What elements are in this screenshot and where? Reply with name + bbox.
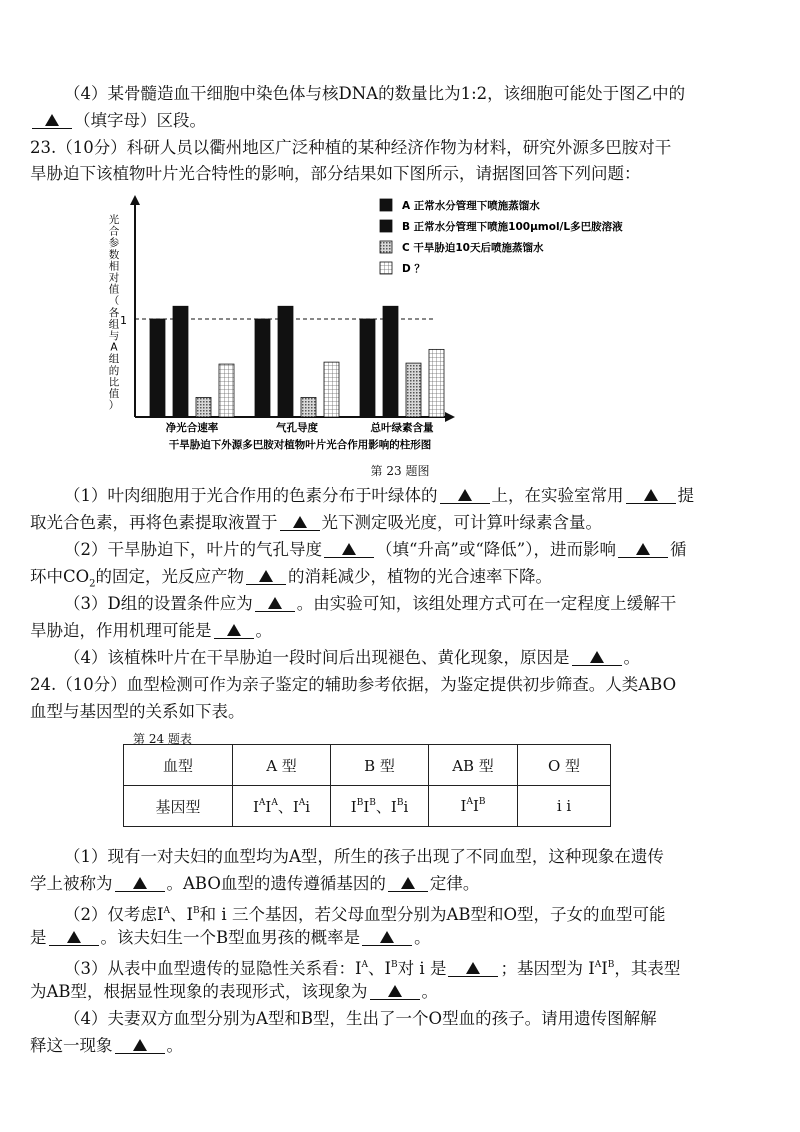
superscript: B [391,960,398,970]
y-axis-label-char: ） [108,399,120,412]
q24-3-line1 [64,953,780,981]
bar [173,306,188,417]
answer-blank[interactable] [246,566,286,585]
q24-2-line2 [30,926,780,950]
q24-4-line2 [30,1034,780,1058]
photosynthesis-bar-chart [80,185,700,465]
blood-type-table [123,744,611,827]
y-axis-label-char: A [110,341,118,354]
answer-blank[interactable] [362,927,412,946]
bar [383,306,398,417]
triangle-icon [268,597,282,609]
q24-3-line2 [30,980,780,1004]
q23-stem-2: 旱胁迫下该植物叶片光合特性的影响，部分结果如下图所示，请据图回答下列问题： [30,164,641,183]
q23-stem-1: 23.（10分）科研人员以衢州地区广泛种植的某种经济作物为材料，研究外源多巴胺对干 [30,138,672,157]
bar [301,397,316,417]
legend-label: D ？ [402,263,425,275]
y-axis-label-char: （ [108,295,120,308]
legend-swatch [380,220,392,232]
triangle-icon [466,962,480,974]
text: （3）从表中血型遗传的显隐性关系看：I [64,959,362,978]
triangle-icon [401,877,415,889]
text: 为AB型，根据显性现象的表现形式，该现象为 [30,982,368,1001]
legend-swatch [380,262,392,274]
bar [150,319,165,417]
y-axis-label-char: 各 [108,306,120,319]
text: （3）D组的设置条件应为 [64,594,253,613]
figure-caption: 第 23 题图 [370,464,430,478]
x-tick-label: 净光合速率 [165,422,219,434]
text: 旱胁迫，作用机理可能是 [30,621,212,640]
text: 。 [623,648,640,667]
triangle-icon [67,931,81,943]
q23-4-line [64,646,780,670]
text: 、I [368,959,392,978]
table-cell: 基因型 [124,786,233,827]
superscript: A [361,960,369,970]
bar [278,306,293,417]
text: （2）仅考虑I [64,905,164,924]
text: （2）干旱胁迫下，叶片的气孔导度 [64,540,322,559]
triangle-icon [388,985,402,997]
table-cell: $I^BI^B$、$I^Bi$ [331,786,429,827]
y-axis-label-char: 数 [108,248,120,261]
bar [255,319,270,417]
answer-blank[interactable] [440,485,490,504]
text: 是 [30,928,47,947]
y-axis-label-char: 与 [108,330,120,342]
table-cell: B 型 [331,745,429,786]
table-cell: 血型 [124,745,233,786]
y-axis-label-char: 值 [108,283,120,296]
y-axis-label-char: 相 [108,260,120,273]
bar [219,364,234,417]
text: 。 [414,928,431,947]
text: 的消耗减少，植物的光合速率下降。 [288,567,553,586]
table-cell: i i [518,786,611,827]
text: 光下测定吸光度，可计算叶绿素含量。 [321,513,602,532]
x-tick-label: 气孔导度 [276,422,318,434]
triangle-icon [590,651,604,663]
text: 循 [670,540,687,559]
legend-label: C 干旱胁迫10天后喷施蒸馏水 [402,242,544,254]
triangle-icon [133,1039,147,1051]
subscript: 2 [89,578,96,590]
answer-blank[interactable] [618,539,668,558]
y-axis-label-char: 比 [108,376,120,389]
text: （1）叶肉细胞用于光合作用的色素分布于叶绿体的 [64,486,438,505]
text: 。ABO血型的遗传遵循基因的 [166,874,386,893]
answer-blank[interactable] [370,981,420,1000]
y-tick-label: 1 [120,314,127,327]
bar [324,362,339,417]
bar [406,363,421,417]
q24-1-line1: （1）现有一对夫妇的血型均为A型，所生的孩子出现了不同血型，这种现象在遗传 [64,847,664,866]
table-cell: $I^AI^A$、$I^Ai$ [233,786,331,827]
answer-blank[interactable] [572,647,622,666]
triangle-icon [458,489,472,501]
triangle-icon [380,931,394,943]
text: （填“升高”或“降低”），进而影响 [376,540,616,559]
answer-blank[interactable] [214,620,254,639]
q22-4-line2 [30,109,780,133]
table-caption: 第 24 题表 [133,732,192,746]
y-axis-label-char: 合 [108,225,120,238]
x-axis-arrow [445,412,455,422]
triangle-icon [644,489,658,501]
x-tick-label: 总叶绿素含量 [370,422,434,434]
triangle-icon [342,543,356,555]
answer-blank[interactable] [32,110,72,129]
text: 取光合色素，再将色素提取液置于 [30,513,278,532]
chart-title: 干旱胁迫下外源多巴胺对植物叶片光合作用影响的柱形图 [168,439,432,451]
bar [429,349,444,417]
answer-blank[interactable] [115,873,165,892]
text: 对 i 是 [397,959,447,978]
text: 的固定，光反应产物 [95,567,245,586]
table-row [124,786,611,827]
triangle-icon [636,543,650,555]
q23-3-line2 [30,619,780,643]
q24-4-line1: （4）夫妻双方血型分别为A型和B型，生出了一个O型血的孩子。请用遗传图解解 [64,1009,657,1028]
legend-swatch [380,241,392,253]
answer-blank[interactable] [255,593,295,612]
answer-blank[interactable] [49,927,99,946]
superscript: A [163,906,171,916]
table-row [124,745,611,786]
answer-blank[interactable] [324,539,374,558]
q22-4-text: （4）某骨髓造血干细胞中染色体与核DNA的数量比为1:2，该细胞可能处于图乙中的 [64,84,686,103]
table-cell: A 型 [233,745,331,786]
text: ；基因型为 I [500,959,595,978]
text: ，其表型 [614,959,681,978]
q23-1-line1 [64,484,780,508]
table-cell: AB 型 [429,745,518,786]
table-cell: $I^AI^B$ [429,786,518,827]
answer-blank[interactable] [448,958,498,977]
answer-blank[interactable] [115,1035,165,1054]
text: 、I [170,905,194,924]
legend-label: B 正常水分管理下喷施100μmol/L多巴胺溶液 [402,221,623,233]
text: （4）该植株叶片在干旱胁迫一段时间后出现褪色、黄化现象，原因是 [64,648,570,667]
y-axis-arrow [130,195,140,205]
superscript: A [594,960,602,970]
table-cell: O 型 [518,745,611,786]
text: 释这一现象 [30,1036,113,1055]
y-axis-label-char: 组 [108,318,120,331]
text: 定律。 [429,874,480,893]
text: I [601,959,608,978]
q24-stem-1: 24.（10分）血型检测可作为亲子鉴定的辅助参考依据，为鉴定提供初步筛查。人类ABO [30,675,677,694]
text: 。 [166,1036,183,1055]
text: 学上被称为 [30,874,113,893]
legend-swatch [380,199,392,211]
superscript: B [607,960,615,970]
triangle-icon [293,516,307,528]
triangle-icon [133,877,147,889]
y-axis-label-char: 对 [108,272,120,284]
q22-4-line1 [64,82,780,106]
text: 上，在实验室常用 [491,486,624,505]
legend-label: A 正常水分管理下喷施蒸馏水 [402,200,540,212]
answer-blank[interactable] [280,512,320,531]
q23-3-line1 [64,592,780,616]
text: 环中CO [30,567,90,586]
superscript: B [193,906,200,916]
text: 和 i 三个基因，若父母血型分别为AB型和O型，子女的血型可能 [199,905,666,924]
y-axis-label-char: 组 [108,353,120,366]
q22-4-suffix: （填字母）区段。 [74,111,206,130]
y-axis-label-char: 光 [108,214,120,226]
q23-1-line2 [30,511,780,535]
bar [360,319,375,417]
y-axis-label-char: 的 [108,364,120,377]
text: 。由实验可知，该组处理方式可在一定程度上缓解干 [296,594,677,613]
y-axis-label-char: 参 [108,237,120,250]
q24-stem-2: 血型与基因型的关系如下表。 [30,702,245,721]
triangle-icon [45,114,59,126]
answer-blank[interactable] [388,873,428,892]
q24-2-line1 [64,899,780,927]
triangle-icon [227,624,241,636]
q23-2-line1 [64,538,780,562]
text: 。 [255,621,272,640]
answer-blank[interactable] [626,485,676,504]
bar [196,397,211,417]
q24-1-line2 [30,872,780,896]
text: 。该夫妇生一个B型血男孩的概率是 [100,928,361,947]
triangle-icon [259,570,273,582]
y-axis-label-char: 值 [108,388,120,400]
text: 提 [677,486,694,505]
text: 。 [421,982,439,1001]
